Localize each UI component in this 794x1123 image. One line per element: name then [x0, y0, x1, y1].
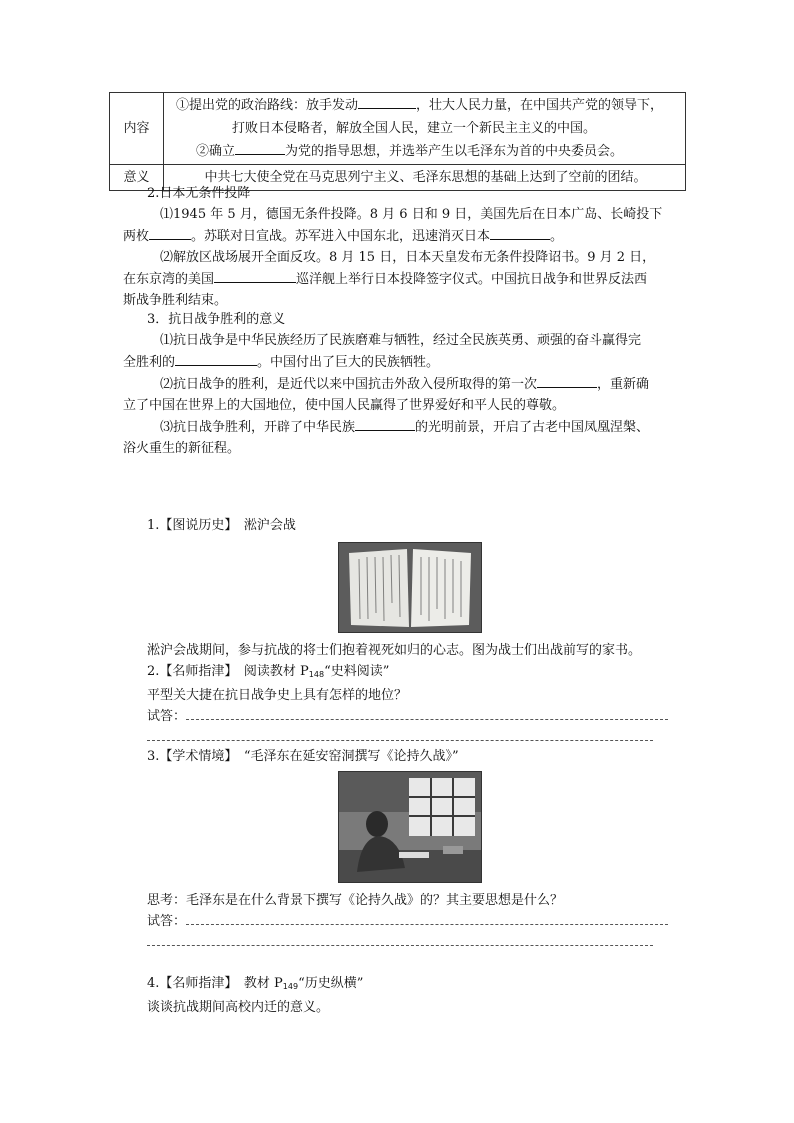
fill-blank[interactable]: [214, 268, 296, 283]
para-text: 在东京湾的美国: [123, 272, 215, 287]
section-victory-significance: [123, 309, 687, 459]
fill-blank[interactable]: [358, 94, 416, 109]
question-1-head: 1.【图说历史】 淞沪会战: [147, 518, 296, 533]
content-table: [109, 92, 686, 191]
para-text: ，重新确: [597, 377, 650, 392]
answer-line[interactable]: [147, 933, 653, 946]
section-japan-surrender: [123, 183, 687, 311]
content-cell: [164, 93, 686, 165]
mao-writing-image: [339, 772, 481, 882]
question-1-caption: 淞沪会战期间，参与抗战的将士们抱着视死如归的心志。图为战士们出战前写的家书。: [147, 643, 642, 658]
fill-blank[interactable]: [490, 225, 550, 240]
fill-blank[interactable]: [537, 373, 597, 388]
para-text: 巡洋舰上举行日本投降签字仪式。中国抗日战争和世界反法西: [296, 272, 648, 287]
para-text: 斯战争胜利结束。: [123, 293, 228, 308]
table-row: [110, 93, 686, 165]
para-text: 浴火重生的新征程。: [123, 441, 241, 456]
mao-writing-photo: [338, 771, 482, 883]
content-line-2: 打败日本侵略者，解放全国人民，建立一个新民主主义的中国。: [232, 121, 597, 136]
page-subscript: 149: [282, 982, 299, 991]
para-text: ⑵抗日战争的胜利，是近代以来中国抗击外敌入侵所取得的第一次: [160, 377, 538, 392]
family-letter-photo: [338, 542, 482, 633]
para-text: 两枚: [123, 229, 150, 244]
family-letter-image: [339, 543, 481, 632]
answer-line[interactable]: [186, 707, 668, 720]
significance-cell: 中共七大使全党在马克思列宁主义、毛泽东思想的基础上达到了空前的团结。: [164, 165, 686, 191]
para-text: 的光明前景，开启了古老中国凤凰涅槃、: [415, 420, 650, 435]
question-2: [147, 661, 687, 748]
question-4-prompt: 谈谈抗战期间高校内迁的意义。: [147, 1000, 330, 1015]
page-subscript: 148: [308, 670, 325, 679]
fill-blank[interactable]: [149, 225, 191, 240]
head-text: “历史纵横”: [298, 976, 364, 991]
para-text: 全胜利的: [123, 355, 176, 370]
section-title: 3．抗日战争胜利的意义: [147, 312, 286, 327]
content-line-3a: ②确立: [196, 144, 236, 159]
question-3-prompt: 思考：毛泽东是在什么背景下撰写《论持久战》的？其主要思想是什么？: [147, 893, 564, 908]
question-2-head: [147, 661, 687, 685]
head-text: 2.【名师指津】 阅读教材 P: [147, 664, 309, 679]
para-text: ⑵解放区战场展开全面反攻。8 月 15 日，日本天皇发布无条件投降诏书。9 月 2 日，: [160, 250, 656, 265]
answer-line[interactable]: [147, 728, 653, 741]
para-text: 。中国付出了巨大的民族牺牲。: [257, 355, 440, 370]
content-line-3b: 为党的指导思想，并选举产生以毛泽东为首的中央委员会。: [285, 144, 624, 159]
fill-blank[interactable]: [235, 140, 285, 155]
question-4: [147, 973, 687, 1018]
para-text: 。: [550, 229, 564, 244]
question-3: [147, 890, 687, 953]
fill-blank[interactable]: [175, 351, 257, 366]
para-text: ⑴1945 年 5 月，德国无条件投降。8 月 6 日和 9 日，美国先后在日本广岛、长崎投下: [160, 207, 663, 222]
answer-label: 试答：: [147, 709, 187, 724]
question-2-prompt: 平型关大捷在抗日战争史上具有怎样的地位？: [147, 688, 408, 703]
answer-line[interactable]: [186, 912, 668, 925]
para-text: 立了中国在世界上的大国地位，使中国人民赢得了世界爱好和平人民的尊敬。: [123, 398, 566, 413]
question-3-head: 3.【学术情境】 “毛泽东在延安窑洞撰写《论持久战》”: [147, 749, 459, 764]
fill-blank[interactable]: [355, 416, 415, 431]
head-text: “史料阅读”: [324, 664, 390, 679]
content-line-1a: ①提出党的政治路线：放手发动: [176, 98, 359, 113]
para-text: ⑴抗日战争是中华民族经历了民族磨难与牺牲，经过全民族英勇、顽强的奋斗赢得完: [160, 333, 642, 348]
para-text: 。苏联对日宣战。苏军进入中国东北，迅速消灭日本: [191, 229, 491, 244]
head-text: 4.【名师指津】 教材 P: [147, 976, 283, 991]
question-4-head: [147, 973, 687, 997]
section-title: 2.日本无条件投降: [147, 186, 251, 201]
answer-label: 试答：: [147, 914, 187, 929]
para-text: ⑶抗日战争胜利，开辟了中华民族: [160, 420, 356, 435]
row-label-content: 内容: [110, 93, 164, 165]
content-line-1b: ，壮大人民力量，在中国共产党的领导下，: [416, 98, 664, 113]
row-label-significance: 意义: [110, 165, 164, 191]
